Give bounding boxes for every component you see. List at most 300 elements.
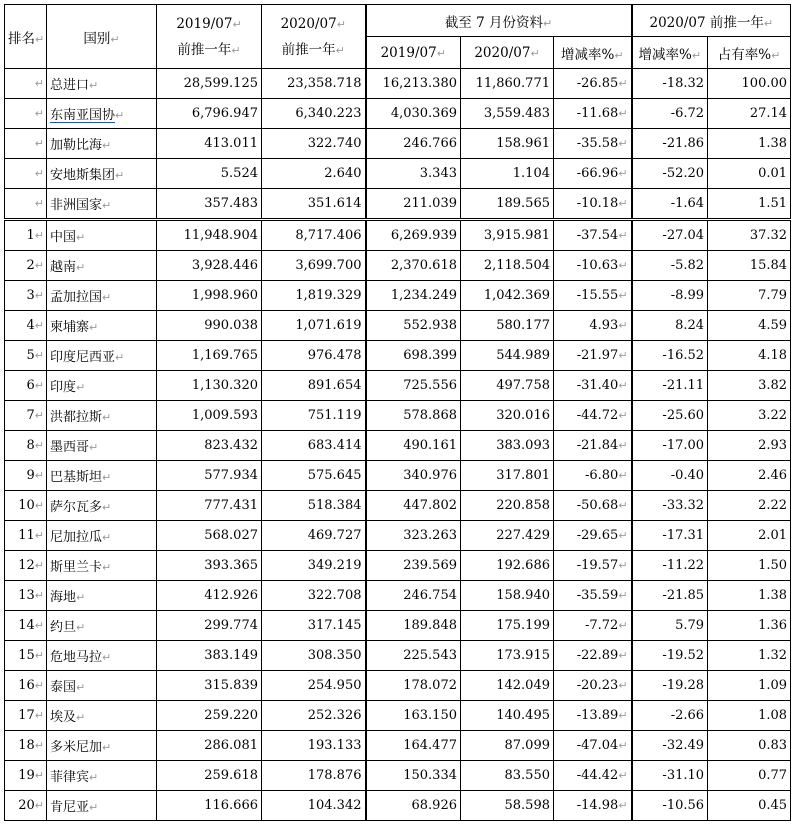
return-mark: ↵ — [34, 137, 44, 150]
col-2020-trailing-sub: 前推一年 — [281, 41, 336, 58]
value-cell — [708, 281, 791, 311]
return-mark: ↵ — [102, 651, 112, 664]
value-cell — [708, 431, 791, 461]
rank-cell — [5, 371, 47, 401]
value-cell — [461, 551, 554, 581]
country-cell — [47, 641, 157, 671]
value-cell — [554, 791, 632, 821]
rank-cell — [5, 189, 47, 220]
rank-cell — [5, 791, 47, 821]
value-cell — [262, 129, 366, 159]
value-cell — [157, 99, 262, 129]
country-row — [5, 220, 791, 251]
return-mark: ↵ — [102, 741, 112, 754]
rank-cell — [5, 641, 47, 671]
cell-value: -10.56 — [662, 798, 705, 813]
country-cell — [47, 431, 157, 461]
value-cell — [554, 341, 632, 371]
ytd-change-header — [554, 37, 632, 69]
cell-value: 189.848 — [403, 618, 457, 633]
value-cell — [708, 641, 791, 671]
return-mark: ↵ — [618, 769, 628, 782]
value-cell — [157, 401, 262, 431]
cell-value: 490.161 — [403, 438, 457, 453]
cell-value: 252.326 — [307, 708, 362, 723]
value-cell — [708, 701, 791, 731]
value-cell — [708, 341, 791, 371]
country-name: 越南 — [50, 260, 77, 275]
return-mark: ↵ — [34, 229, 44, 242]
country-row — [5, 521, 791, 551]
country-row — [5, 611, 791, 641]
cell-value: 469.727 — [307, 528, 362, 543]
value-cell — [632, 99, 708, 129]
country-cell — [47, 281, 157, 311]
cell-value: 518.384 — [307, 498, 362, 513]
value-cell — [632, 791, 708, 821]
cell-value: -6.80 — [584, 468, 619, 483]
cell-value: 320.016 — [496, 408, 550, 423]
value-cell — [366, 159, 461, 189]
rank-value: 3 — [26, 288, 35, 303]
return-mark: ↵ — [542, 16, 553, 30]
region-row — [5, 129, 791, 159]
country-row — [5, 701, 791, 731]
return-mark: ↵ — [34, 259, 44, 272]
value-cell — [157, 521, 262, 551]
return-mark: ↵ — [34, 799, 44, 812]
return-mark: ↵ — [34, 77, 44, 90]
cell-value: -14.98 — [576, 798, 619, 813]
return-mark: ↵ — [618, 229, 628, 242]
country-cell — [47, 581, 157, 611]
value-cell — [157, 611, 262, 641]
value-cell — [366, 371, 461, 401]
cell-value: -19.57 — [576, 558, 619, 573]
country-cell — [47, 99, 157, 129]
value-cell — [366, 251, 461, 281]
cell-value: -66.96 — [576, 166, 619, 181]
cell-value: 577.934 — [204, 468, 258, 483]
cell-value: 349.219 — [307, 558, 362, 573]
rank-cell — [5, 99, 47, 129]
value-cell — [554, 431, 632, 461]
value-cell — [157, 461, 262, 491]
country-row — [5, 461, 791, 491]
return-mark: ↵ — [102, 561, 112, 574]
value-cell — [461, 461, 554, 491]
cell-value: 578.868 — [403, 408, 457, 423]
value-cell — [461, 371, 554, 401]
ytd-2020-label: 2020/07 — [474, 44, 531, 61]
return-mark: ↵ — [115, 351, 125, 364]
cell-value: -8.99 — [670, 288, 705, 303]
value-cell — [366, 220, 461, 251]
rank-cell — [5, 731, 47, 761]
value-cell — [708, 491, 791, 521]
cell-value: 178.876 — [307, 768, 362, 783]
cell-value: 1.32 — [758, 648, 788, 663]
import-statistics-table — [4, 4, 791, 821]
return-mark: ↵ — [618, 379, 628, 392]
value-cell — [157, 701, 262, 731]
cell-value: -35.58 — [576, 136, 619, 151]
return-mark: ↵ — [618, 739, 628, 752]
return-mark: ↵ — [35, 32, 45, 46]
table-body — [5, 69, 791, 821]
value-cell — [632, 129, 708, 159]
return-mark: ↵ — [102, 291, 112, 304]
value-cell — [461, 641, 554, 671]
country-name: 中国 — [50, 230, 77, 245]
value-cell — [157, 581, 262, 611]
value-cell — [157, 641, 262, 671]
value-cell — [157, 251, 262, 281]
value-cell — [708, 371, 791, 401]
value-cell — [632, 401, 708, 431]
col-2020-trailing-header — [262, 5, 366, 69]
value-cell — [366, 189, 461, 220]
col-2019-trailing-year: 2019/07 — [176, 15, 233, 32]
cell-value: 393.365 — [204, 558, 258, 573]
cell-value: 1.104 — [512, 166, 550, 181]
value-cell — [157, 551, 262, 581]
value-cell — [554, 281, 632, 311]
value-cell — [554, 371, 632, 401]
country-cell — [47, 731, 157, 761]
value-cell — [554, 701, 632, 731]
return-mark: ↵ — [618, 349, 628, 362]
country-row — [5, 791, 791, 821]
value-cell — [366, 581, 461, 611]
cell-value: 1,169.765 — [191, 348, 258, 363]
country-cell — [47, 341, 157, 371]
value-cell — [366, 341, 461, 371]
return-mark: ↵ — [34, 649, 44, 662]
value-cell — [632, 69, 708, 99]
value-cell — [461, 521, 554, 551]
return-mark: ↵ — [76, 681, 86, 694]
return-mark: ↵ — [34, 379, 44, 392]
cell-value: 4.93 — [589, 318, 619, 333]
cell-value: 1.50 — [758, 558, 788, 573]
cell-value: 3.22 — [758, 408, 788, 423]
value-cell — [554, 551, 632, 581]
country-cell — [47, 791, 157, 821]
rank-value: 20 — [18, 798, 35, 813]
return-mark: ↵ — [34, 709, 44, 722]
cell-value: -17.00 — [662, 438, 705, 453]
value-cell — [262, 189, 366, 220]
cell-value: 163.150 — [403, 708, 457, 723]
rank-cell — [5, 431, 47, 461]
cell-value: 83.550 — [504, 768, 550, 783]
cell-value: 5.524 — [220, 166, 258, 181]
trail-share-header — [708, 37, 791, 69]
value-cell — [262, 551, 366, 581]
cell-value: -27.04 — [662, 228, 705, 243]
cell-value: 580.177 — [496, 318, 550, 333]
cell-value: -32.49 — [662, 738, 705, 753]
country-row — [5, 401, 791, 431]
cell-value: 6,269.939 — [390, 228, 457, 243]
cell-value: 3.82 — [758, 378, 788, 393]
value-cell — [366, 311, 461, 341]
country-name: 东南亚国协 — [50, 108, 116, 123]
country-row — [5, 491, 791, 521]
country-name: 印度 — [50, 380, 77, 395]
cell-value: -19.52 — [662, 648, 705, 663]
value-cell — [157, 371, 262, 401]
rank-value: 6 — [26, 378, 35, 393]
return-mark: ↵ — [76, 591, 86, 604]
return-mark: ↵ — [618, 649, 628, 662]
return-mark: ↵ — [231, 43, 241, 57]
return-mark: ↵ — [34, 349, 44, 362]
country-cell — [47, 401, 157, 431]
value-cell — [708, 611, 791, 641]
rank-header — [5, 5, 47, 69]
rank-cell — [5, 281, 47, 311]
value-cell — [708, 671, 791, 701]
value-cell — [708, 581, 791, 611]
country-cell — [47, 129, 157, 159]
country-name: 海地 — [50, 590, 77, 605]
value-cell — [632, 251, 708, 281]
cell-value: 340.976 — [403, 468, 457, 483]
value-cell — [708, 551, 791, 581]
value-cell — [554, 461, 632, 491]
cell-value: 4,030.369 — [390, 106, 457, 121]
cell-value: 1.51 — [758, 196, 788, 211]
value-cell — [157, 129, 262, 159]
value-cell — [262, 431, 366, 461]
cell-value: 1.36 — [758, 618, 788, 633]
country-name: 总进口 — [50, 78, 90, 93]
cell-value: 259.220 — [204, 708, 258, 723]
country-cell — [47, 311, 157, 341]
cell-value: -47.04 — [576, 738, 619, 753]
country-cell — [47, 251, 157, 281]
cell-value: 1.08 — [758, 708, 788, 723]
cell-value: 3.343 — [419, 166, 457, 181]
rank-cell — [5, 401, 47, 431]
value-cell — [366, 731, 461, 761]
cell-value: 116.666 — [204, 798, 258, 813]
return-mark: ↵ — [76, 621, 86, 634]
cell-value: 175.199 — [496, 618, 550, 633]
country-cell — [47, 611, 157, 641]
country-row — [5, 251, 791, 281]
cell-value: 497.758 — [496, 378, 550, 393]
cell-value: 322.740 — [307, 136, 362, 151]
value-cell — [708, 521, 791, 551]
cell-value: 158.940 — [496, 588, 550, 603]
cell-value: 575.645 — [307, 468, 362, 483]
ytd-2019-label: 2019/07 — [380, 44, 437, 61]
cell-value: -7.72 — [584, 618, 619, 633]
value-cell — [708, 220, 791, 251]
return-mark: ↵ — [618, 259, 628, 272]
rank-cell — [5, 159, 47, 189]
value-cell — [632, 761, 708, 791]
rank-value: 7 — [26, 408, 35, 423]
cell-value: 104.342 — [307, 798, 362, 813]
cell-value: 1,130.320 — [191, 378, 258, 393]
return-mark: ↵ — [618, 469, 628, 482]
country-name: 斯里兰卡 — [50, 560, 103, 575]
value-cell — [461, 671, 554, 701]
country-cell — [47, 461, 157, 491]
country-cell — [47, 701, 157, 731]
cell-value: 751.119 — [307, 408, 362, 423]
value-cell — [262, 671, 366, 701]
value-cell — [461, 791, 554, 821]
value-cell — [262, 581, 366, 611]
rank-value: 5 — [26, 348, 35, 363]
value-cell — [366, 491, 461, 521]
value-cell — [366, 99, 461, 129]
value-cell — [554, 220, 632, 251]
return-mark: ↵ — [618, 319, 628, 332]
value-cell — [708, 129, 791, 159]
cell-value: -6.72 — [670, 106, 705, 121]
cell-value: 164.477 — [403, 738, 457, 753]
rank-cell — [5, 129, 47, 159]
return-mark: ↵ — [771, 48, 781, 62]
cell-value: 777.431 — [204, 498, 258, 513]
cell-value: 1.09 — [758, 678, 788, 693]
cell-value: 1,071.619 — [295, 318, 362, 333]
value-cell — [632, 491, 708, 521]
return-mark: ↵ — [34, 769, 44, 782]
country-cell — [47, 551, 157, 581]
country-name: 危地马拉 — [50, 650, 103, 665]
value-cell — [632, 701, 708, 731]
return-mark: ↵ — [34, 679, 44, 692]
cell-value: 413.011 — [204, 136, 258, 151]
value-cell — [157, 491, 262, 521]
country-cell — [47, 69, 157, 99]
value-cell — [366, 461, 461, 491]
value-cell — [366, 701, 461, 731]
value-cell — [708, 69, 791, 99]
table-header — [5, 5, 791, 69]
value-cell — [461, 159, 554, 189]
return-mark: ↵ — [763, 16, 774, 30]
return-mark: ↵ — [34, 289, 44, 302]
country-name: 埃及 — [50, 710, 77, 725]
cell-value: -26.85 — [576, 76, 619, 91]
cell-value: -35.59 — [576, 588, 619, 603]
country-name: 孟加拉国 — [50, 290, 103, 305]
cell-value: 100.00 — [741, 76, 788, 91]
return-mark: ↵ — [76, 711, 86, 724]
value-cell — [262, 491, 366, 521]
cell-value: 189.565 — [496, 196, 550, 211]
cell-value: 192.686 — [496, 558, 550, 573]
country-row — [5, 641, 791, 671]
cell-value: -1.64 — [670, 196, 705, 211]
country-cell — [47, 671, 157, 701]
return-mark: ↵ — [618, 679, 628, 692]
cell-value: -29.65 — [576, 528, 619, 543]
value-cell — [554, 251, 632, 281]
value-cell — [366, 641, 461, 671]
value-cell — [632, 521, 708, 551]
value-cell — [157, 671, 262, 701]
value-cell — [461, 581, 554, 611]
value-cell — [554, 311, 632, 341]
value-cell — [262, 159, 366, 189]
cell-value: 725.556 — [403, 378, 457, 393]
country-name: 洪都拉斯 — [50, 410, 103, 425]
value-cell — [708, 791, 791, 821]
cell-value: -2.66 — [670, 708, 705, 723]
return-mark: ↵ — [34, 529, 44, 542]
cell-value: 259.618 — [204, 768, 258, 783]
cell-value: 990.038 — [204, 318, 258, 333]
cell-value: -44.72 — [576, 408, 619, 423]
return-mark: ↵ — [618, 167, 628, 180]
cell-value: 317.801 — [496, 468, 550, 483]
value-cell — [554, 641, 632, 671]
value-cell — [632, 189, 708, 220]
cell-value: 1,042.369 — [483, 288, 550, 303]
cell-value: -21.84 — [576, 438, 619, 453]
value-cell — [262, 641, 366, 671]
country-row — [5, 731, 791, 761]
cell-value: -17.31 — [662, 528, 705, 543]
value-cell — [461, 401, 554, 431]
cell-value: -52.20 — [662, 166, 705, 181]
country-name: 萨尔瓦多 — [50, 500, 103, 515]
value-cell — [157, 189, 262, 220]
cell-value: -50.68 — [576, 498, 619, 513]
cell-value: 3,699.700 — [295, 258, 362, 273]
value-cell — [461, 311, 554, 341]
cell-value: -44.42 — [576, 768, 619, 783]
rank-cell — [5, 701, 47, 731]
region-row — [5, 189, 791, 220]
value-cell — [708, 761, 791, 791]
value-cell — [366, 401, 461, 431]
value-cell — [632, 461, 708, 491]
cell-value: 239.569 — [403, 558, 457, 573]
return-mark: ↵ — [89, 321, 99, 334]
value-cell — [157, 731, 262, 761]
cell-value: -37.54 — [576, 228, 619, 243]
rank-value: 1 — [26, 228, 35, 243]
country-name: 泰国 — [50, 680, 77, 695]
return-mark: ↵ — [618, 439, 628, 452]
value-cell — [461, 189, 554, 220]
value-cell — [632, 641, 708, 671]
cell-value: 2,370.618 — [390, 258, 457, 273]
cell-value: 383.149 — [204, 648, 258, 663]
value-cell — [461, 220, 554, 251]
return-mark: ↵ — [34, 107, 44, 120]
col-2019-trailing-header — [157, 5, 262, 69]
value-cell — [262, 761, 366, 791]
cell-value: 698.399 — [403, 348, 457, 363]
cell-value: -25.60 — [662, 408, 705, 423]
value-cell — [554, 129, 632, 159]
cell-value: 28,599.125 — [183, 76, 258, 91]
rank-cell — [5, 220, 47, 251]
value-cell — [461, 431, 554, 461]
cell-value: 315.839 — [204, 678, 258, 693]
